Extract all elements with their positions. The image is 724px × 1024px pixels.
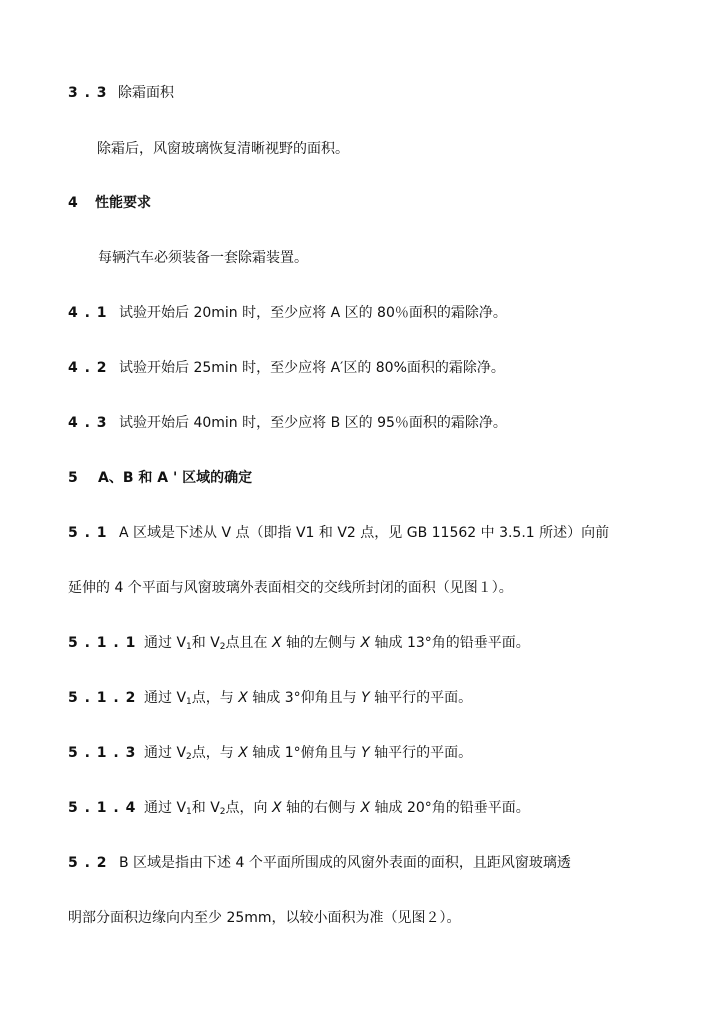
section-title: A、B 和 A ' 区域的确定: [98, 470, 253, 486]
clause-text-continued: 延伸的 4 个平面与风窗玻璃外表面相交的交线所封闭的面积（见图１）。: [68, 580, 513, 596]
clause-text: 通过 $V_1$点，与 X 轴成 3°仰角且与 Y 轴平行的平面。: [144, 690, 473, 707]
clause-text: 通过 $V_1$和 $V_2$点且在 X 轴的左侧与 X 轴成 13°角的铅垂平面。: [144, 635, 530, 652]
section-number: 4: [68, 195, 79, 211]
section-number: 5 . 1 . 2: [68, 690, 137, 706]
clause-text: 试验开始后 20min 时，至少应将 A 区的 80％面积的霜除净。: [119, 305, 507, 321]
paragraph-text: 除霜后，风窗玻璃恢复清晰视野的面积。: [97, 141, 349, 157]
section-number: 5: [68, 470, 79, 486]
clause-text: 通过 $V_2$点，与 X 轴成 1°俯角且与 Y 轴平行的平面。: [144, 745, 473, 762]
paragraph-text: 每辆汽车必须装备一套除霜装置。: [98, 250, 308, 266]
section-title: 性能要求: [95, 195, 151, 211]
section-number: 5 . 1 . 4: [68, 800, 137, 816]
section-title: 除霜面积: [118, 85, 174, 101]
section-number: 4 . 1: [68, 305, 108, 321]
clause-text-continued: 明部分面积边缘向内至少 25mm，以较小面积为准（见图２）。: [68, 910, 461, 926]
clause-text: 通过 $V_1$和 $V_2$点，向 X 轴的右侧与 X 轴成 20°角的铅垂平面。: [144, 800, 530, 817]
section-number: 5 . 1 . 1: [68, 635, 137, 651]
section-number: 4 . 3: [68, 415, 108, 431]
clause-text: B 区域是指由下述 4 个平面所围成的风窗外表面的面积，且距风窗玻璃透: [119, 855, 571, 871]
clause-text: 试验开始后 40min 时，至少应将 B 区的 95％面积的霜除净。: [119, 415, 507, 431]
section-number: 5 . 2: [68, 855, 108, 871]
clause-text: A 区域是下述从 V 点（即指 V1 和 V2 点，见 GB 11562 中 3.5.1 所述）向前: [119, 525, 610, 541]
clause-text: 试验开始后 25min 时，至少应将 A′区的 80%面积的霜除净。: [119, 360, 505, 376]
section-number: 5 . 1: [68, 525, 108, 541]
section-number: 3 . 3: [68, 85, 108, 101]
section-number: 5 . 1 . 3: [68, 745, 137, 761]
section-number: 4 . 2: [68, 360, 108, 376]
